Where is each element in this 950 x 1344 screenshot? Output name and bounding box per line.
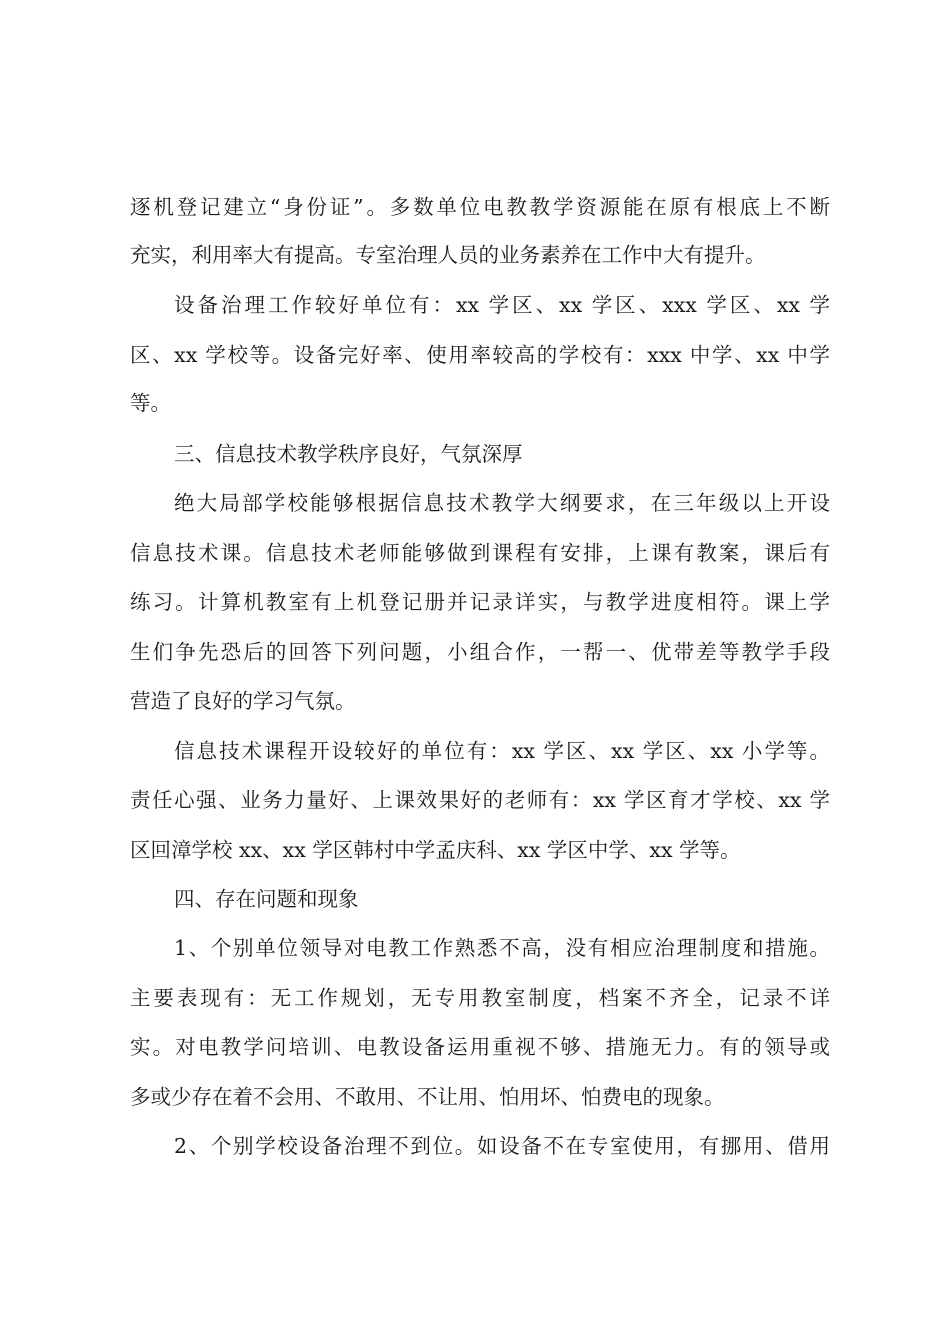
text-line: 营造了良好的学习气氛。 xyxy=(130,689,356,713)
text-line: 多或少存在着不会用、不敢用、不让用、怕用坏、怕费电的现象。 xyxy=(130,1085,725,1109)
text-line: 练习。计算机教室有上机登记册并记录详实，与教学进度相符。课上学 xyxy=(130,590,830,614)
section-heading: 四、存在问题和现象 xyxy=(174,887,359,911)
text-line: 区、xx 学校等。设备完好率、使用率较高的学校有：xxx 中学、xx 中学 xyxy=(130,343,830,367)
text-line: 生们争先恐后的回答下列问题，小组合作，一帮一、优带差等教学手段 xyxy=(130,640,830,664)
text-line: 主要表现有：无工作规划，无专用教室制度，档案不齐全，记录不详 xyxy=(130,986,830,1010)
text-line: 实。对电教学问培训、电教设备运用重视不够、措施无力。有的领导或 xyxy=(130,1035,830,1059)
text-line: 逐机登记建立“身份证”。多数单位电教教学资源能在原有根底上不断 xyxy=(130,195,830,219)
text-line: 1、个别单位领导对电教工作熟悉不高，没有相应治理制度和措施。 xyxy=(174,936,830,960)
text-line: 信息技术课程开设较好的单位有：xx 学区、xx 学区、xx 小学等。 xyxy=(174,739,830,763)
section-heading: 三、信息技术教学秩序良好，气氛深厚 xyxy=(174,442,523,466)
text-line: 区回漳学校 xx、xx 学区韩村中学孟庆科、xx 学区中学、xx 学等。 xyxy=(130,838,741,862)
text-line: 信息技术课。信息技术老师能够做到课程有安排，上课有教案，课后有 xyxy=(130,541,830,565)
text-line: 等。 xyxy=(130,391,171,415)
text-line: 绝大局部学校能够根据信息技术教学大纲要求，在三年级以上开设 xyxy=(174,491,830,515)
text-line: 充实，利用率大有提高。专室治理人员的业务素养在工作中大有提升。 xyxy=(130,243,766,267)
text-line: 2、个别学校设备治理不到位。如设备不在专室使用，有挪用、借用 xyxy=(174,1134,830,1158)
text-line: 设备治理工作较好单位有：xx 学区、xx 学区、xxx 学区、xx 学 xyxy=(174,293,830,317)
text-line: 责任心强、业务力量好、上课效果好的老师有：xx 学区育才学校、xx 学 xyxy=(130,788,830,812)
